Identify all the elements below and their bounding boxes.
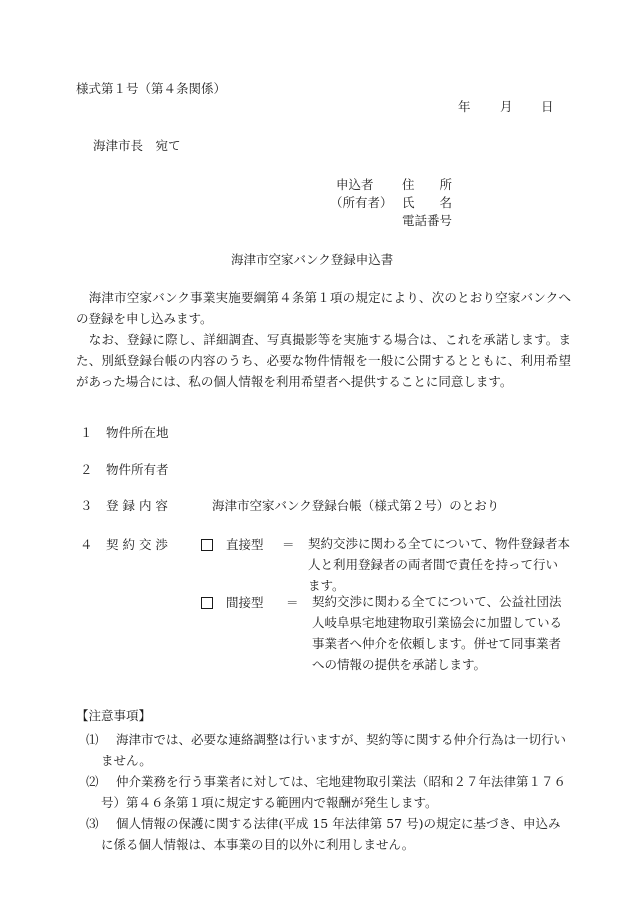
notes-heading: 【注意事項】 <box>76 708 152 723</box>
note-1-text: 海津市では、必要な連絡調整は行いますが、契約等に関する仲介行為は一切行いません。 <box>101 732 567 768</box>
indirect-type-description: 契約交渉に関わる全てについて、公益社団法人岐阜県宅地建物取引業協会に加盟している事業者へ仲介を依頼します。併せて同事業者への情報の提供を承諾します。 <box>312 594 563 672</box>
note-2-number: ⑵ <box>86 774 99 789</box>
direct-type-label: 直接型 <box>226 537 264 552</box>
direct-type-checkbox[interactable] <box>201 539 213 555</box>
item-3-number: ３ <box>80 498 93 513</box>
phone-label: 電話番号 <box>402 213 453 228</box>
indirect-type-checkbox[interactable] <box>201 597 213 613</box>
indirect-type-label: 間接型 <box>226 595 264 610</box>
direct-type-equals: ＝ <box>282 537 295 552</box>
item-3-label: 登 録 内 容 <box>106 498 168 513</box>
form-number: 様式第１号（第４条関係） <box>76 81 227 96</box>
applicant-label: 申込者 <box>336 177 374 192</box>
indirect-type-equals: ＝ <box>286 595 299 610</box>
note-3-text: 個人情報の保護に関する法律(平成 15 年法律第 57 号)の規定に基づき、申込みに係る個人情報は、本事業の目的以外に利用しません。 <box>101 816 561 852</box>
date-day-label: 日 <box>541 99 554 114</box>
paragraph-application: 海津市空家バンク事業実施要綱第４条第１項の規定により、次のとおり空家バンクへの登録を申し込みます。 <box>76 290 571 326</box>
address-label: 住 所 <box>402 177 453 192</box>
item-3-value: 海津市空家バンク登録台帳（様式第２号）のとおり <box>212 498 500 513</box>
direct-type-description: 契約交渉に関わる全てについて、物件登録者本人と利用登録者の両者間で責任を持って行います。 <box>308 536 571 593</box>
note-1-number: ⑴ <box>86 732 99 747</box>
item-1-number: １ <box>80 425 93 440</box>
item-4-label: 契 約 交 渉 <box>106 537 168 552</box>
item-1-label: 物件所在地 <box>106 425 169 440</box>
date-year-label: 年 <box>458 99 471 114</box>
item-4-number: ４ <box>80 537 93 552</box>
paragraph-consent: なお、登録に際し、詳細調査、写真撮影等を実施する場合は、これを承諾します。また、別紙登録台帳の内容のうち、必要な物件情報を一般に公開するとともに、利用希望があった場合には、私の個人情報を利用希望者へ提供することに同意します。 <box>76 332 571 389</box>
note-3-number: ⑶ <box>86 816 99 831</box>
item-2-label: 物件所有者 <box>106 462 169 477</box>
owner-label: （所有者） <box>330 195 393 210</box>
name-label: 氏 名 <box>402 195 453 210</box>
addressee: 海津市長 宛て <box>93 138 181 153</box>
item-2-number: ２ <box>80 462 93 477</box>
date-month-label: 月 <box>500 99 513 114</box>
document-title: 海津市空家バンク登録申込書 <box>231 252 394 267</box>
note-2-text: 仲介業務を行う事業者に対しては、宅地建物取引業法（昭和２７年法律第１７６号）第４６条第１項に規定する範囲内で報酬が発生します。 <box>101 774 567 810</box>
